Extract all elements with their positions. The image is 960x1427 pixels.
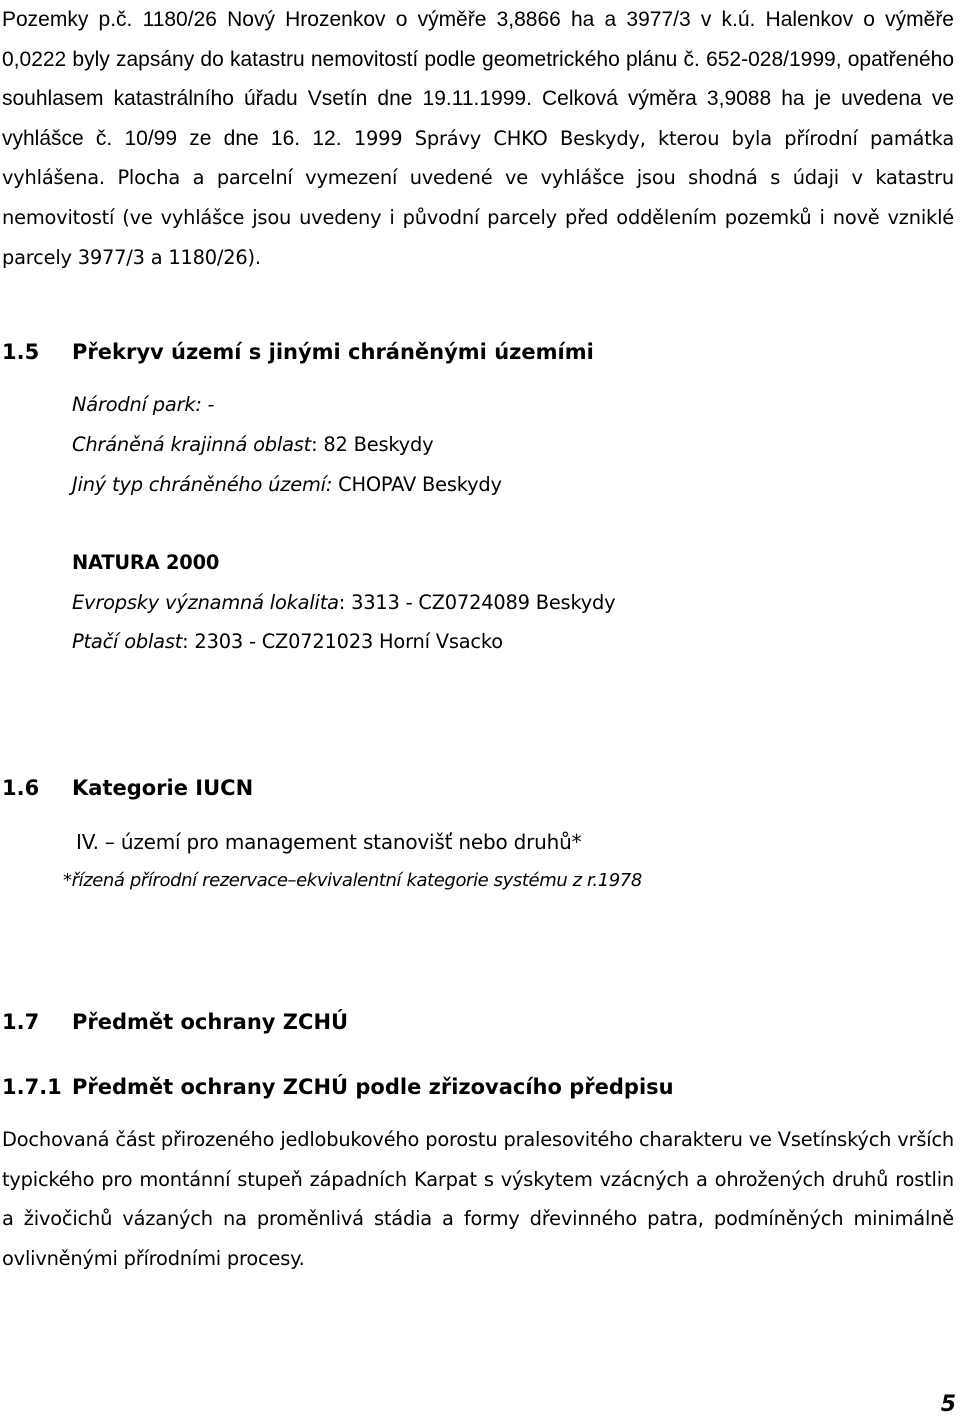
intro-text-part2: 1999 Správy CHKO Beskydy, kterou byla přírodní památka vyhlášena. Plocha a parcelní vymezení uvedené ve vyhlášce jsou shodná s údaji v katastru nemovitostí (ve vyhlášce jsou uvedeny i původní parcely před oddělením pozemků i nově vzniklé parcely 3977/3 a 1180/26). <box>2 126 954 269</box>
iucn-category: IV. – území pro management stanovišť nebo druhů* <box>76 830 582 854</box>
section-1-7-1-text: Dochovaná část přirozeného jedlobukového porostu pralesovitého charakteru ve Vsetínských vrších typického pro montánní stupeň západních Karpat s výskytem vzácných a ohrožených druhů rostlin a živočichů vázaných na proměnlivá stádia a formy dřevinného patra, podmíněných minimálně ovlivněnými přírodními procesy. <box>2 1128 954 1270</box>
section-1-6-heading <box>2 773 253 803</box>
section-title: Předmět ochrany ZCHÚ <box>72 1010 349 1034</box>
intro-paragraph <box>2 0 954 277</box>
section-1-5-heading <box>2 337 594 367</box>
section-1-7-heading <box>2 1007 348 1037</box>
field-value: - <box>201 393 215 416</box>
jiny-typ-line <box>72 470 502 500</box>
section-title: Kategorie IUCN <box>72 776 254 800</box>
field-value: : 82 Beskydy <box>311 433 434 456</box>
field-label: Ptačí oblast <box>72 630 183 653</box>
section-number: 1.6 <box>2 776 40 800</box>
ptaci-oblast-line <box>72 627 503 657</box>
field-label: Národní park: <box>72 393 202 416</box>
section-number: 1.7.1 <box>2 1075 62 1099</box>
narodni-park-line <box>72 390 214 420</box>
field-label: Jiný typ chráněného území: <box>72 473 333 496</box>
field-label: Evropsky významná lokalita <box>72 591 339 614</box>
cho-line <box>72 430 433 460</box>
iucn-footnote: *řízená přírodní rezervace–ekvivalentní kategorie systému z r.1978 <box>63 870 642 891</box>
intro-text-part1: Pozemky p.č. 1180/26 Nový Hrozenkov o výměře 3,8866 ha a 3977/3 v k.ú. Halenkov o výměře 0,0222 byly zapsány do katastru nemovitostí podle geometrického plánu č. 652-028/1999, opatřeného souhlasem katastrálního úřadu Vsetín dne 19.11.1999. Celková výměra 3,9088 ha je uvedena ve vyhlášce č. 10/99 ze dne 16. 12. <box>2 8 954 150</box>
page-number: 5 <box>940 1392 956 1417</box>
section-1-7-1-heading <box>2 1072 674 1102</box>
natura-heading: NATURA 2000 <box>72 551 220 574</box>
section-title: Předmět ochrany ZCHÚ podle zřizovacího předpisu <box>72 1075 674 1099</box>
section-number: 1.7 <box>2 1010 40 1034</box>
section-title: Překryv území s jinými chráněnými územími <box>72 340 594 364</box>
field-value: : 2303 - CZ0721023 Horní Vsacko <box>182 630 503 653</box>
field-label: Chráněná krajinná oblast <box>72 433 312 456</box>
field-value: CHOPAV Beskydy <box>332 473 502 496</box>
evl-line <box>72 588 615 618</box>
section-number: 1.5 <box>2 340 40 364</box>
field-value: : 3313 - CZ0724089 Beskydy <box>338 591 616 614</box>
